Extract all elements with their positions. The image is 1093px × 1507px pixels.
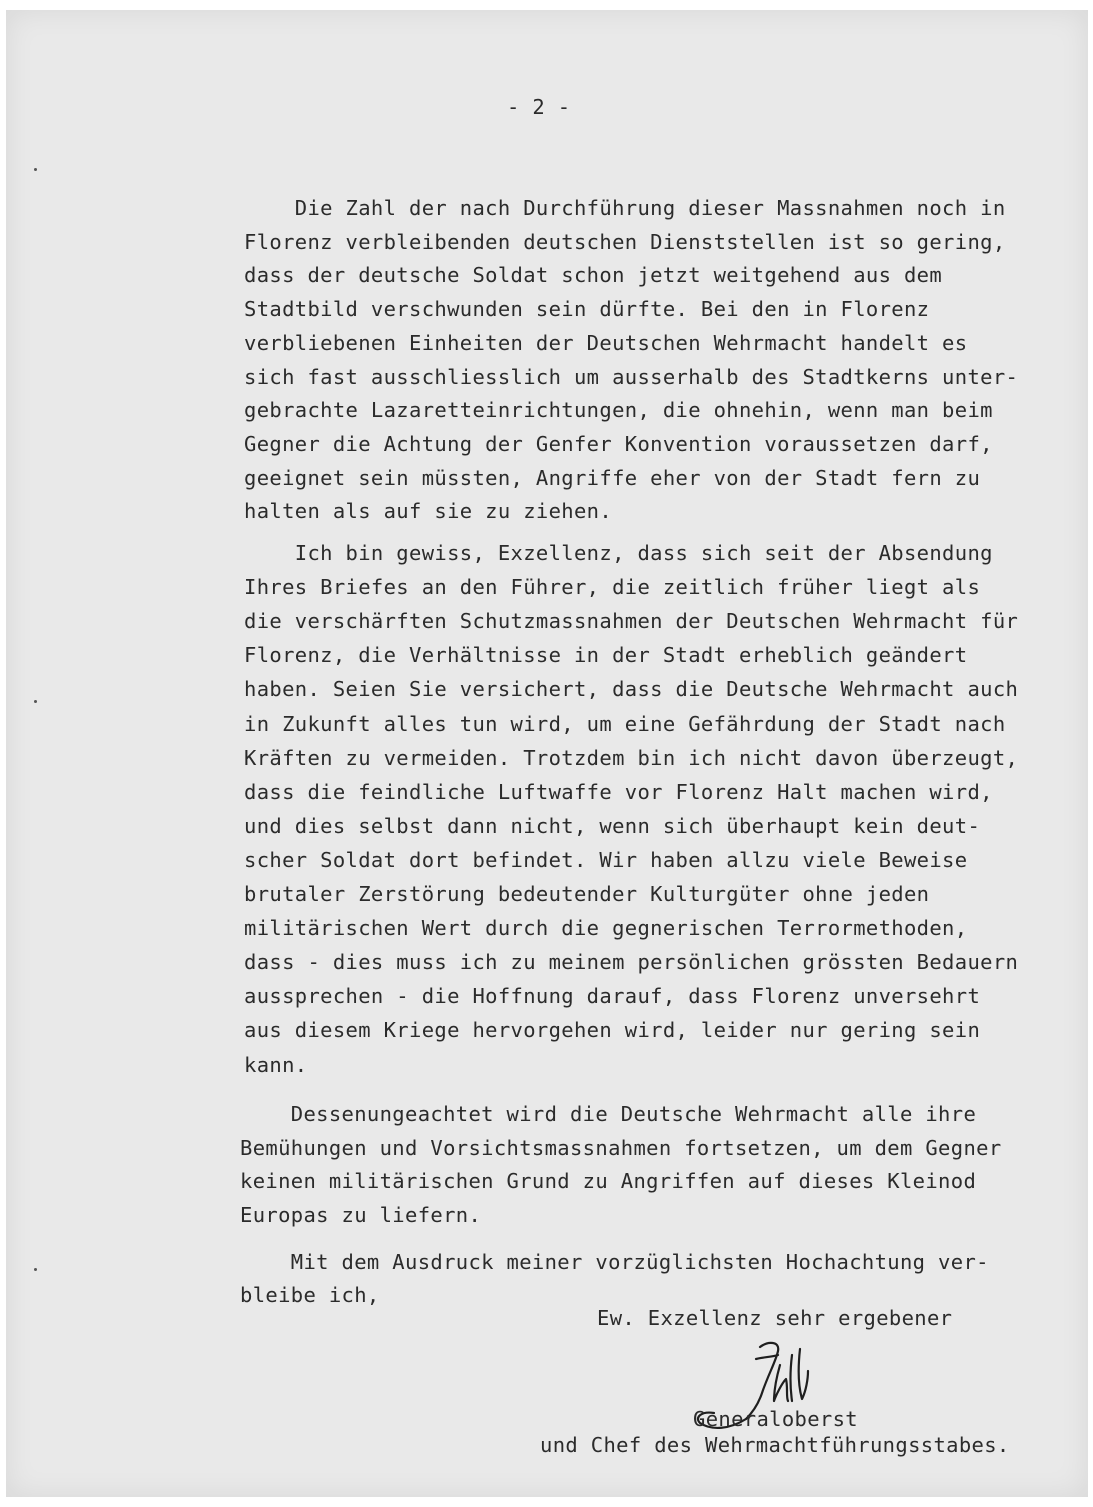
paragraph-2 <box>244 541 1044 1077</box>
text-line: Bemühungen und Vorsichtsmassnahmen fortsetzen, um dem Gegner <box>240 1135 1002 1160</box>
text-line: Kräften zu vermeiden. Trotzdem bin ich nicht davon überzeugt, <box>244 745 1019 770</box>
text-line: Ihres Briefes an den Führer, die zeitlich früher liegt als <box>244 575 981 600</box>
paragraph-1 <box>244 196 1044 524</box>
text-line: Gegner die Achtung der Genfer Konvention voraussetzen darf, <box>244 431 993 456</box>
text-line: scher Soldat dort befindet. Wir haben allzu viele Beweise <box>244 847 968 872</box>
text-line: Mit dem Ausdruck meiner vorzüglichsten Hochachtung ver- <box>240 1250 989 1274</box>
text-line: aus diesem Kriege hervorgehen wird, leider nur gering sein <box>244 1018 981 1043</box>
text-line: Dessenungeachtet wird die Deutsche Wehrmacht alle ihre <box>240 1102 977 1126</box>
text-line: aussprechen - die Hoffnung darauf, dass Florenz unversehrt <box>244 984 981 1009</box>
margin-mark <box>34 1268 37 1271</box>
text-line: halten als auf sie zu ziehen. <box>244 499 613 524</box>
text-line: in Zukunft alles tun wird, um eine Gefährdung der Stadt nach <box>244 711 1006 736</box>
text-line: kann. <box>244 1052 308 1077</box>
text-line: Stadtbild verschwunden sein dürfte. Bei den in Florenz <box>244 297 930 322</box>
text-line: haben. Seien Sie versichert, dass die Deutsche Wehrmacht auch <box>244 677 1019 702</box>
signature-position: und Chef des Wehrmachtführungsstabes. <box>540 1433 1010 1457</box>
text-line: verbliebenen Einheiten der Deutschen Wehrmacht handelt es <box>244 330 968 355</box>
text-line: sich fast ausschliesslich um ausserhalb des Stadtkerns unter- <box>244 364 1019 389</box>
text-line: Florenz, die Verhältnisse in der Stadt erheblich geändert <box>244 643 968 668</box>
text-line: die verschärften Schutzmassnahmen der Deutschen Wehrmacht für <box>244 609 1019 634</box>
paragraph-3 <box>240 1102 1040 1227</box>
text-line: gebrachte Lazaretteinrichtungen, die ohnehin, wenn man beim <box>244 398 993 423</box>
text-line: dass die feindliche Luftwaffe vor Florenz Halt machen wird, <box>244 779 993 804</box>
text-line: und dies selbst dann nicht, wenn sich überhaupt kein deut- <box>244 813 981 838</box>
text-line: Europas zu liefern. <box>240 1202 482 1227</box>
text-line: brutaler Zerstörung bedeutender Kulturgüter ohne jeden <box>244 882 930 906</box>
text-line: geeignet sein müssten, Angriffe eher von der Stadt fern zu <box>244 465 981 490</box>
page-number: - 2 - <box>507 95 571 119</box>
text-line: Florenz verbleibenden deutschen Dienststellen ist so gering, <box>244 229 1006 254</box>
text-line: bleibe ich, <box>240 1283 380 1307</box>
text-line: Die Zahl der nach Durchführung dieser Massnahmen noch in <box>244 196 1006 220</box>
signature-title: Generaloberst <box>693 1407 858 1431</box>
text-line: dass der deutsche Soldat schon jetzt weitgehend aus dem <box>244 263 943 288</box>
text-line: keinen militärischen Grund zu Angriffen auf dieses Kleinod <box>240 1169 977 1193</box>
text-line: dass - dies muss ich zu meinem persönlichen grössten Bedauern <box>244 950 1019 975</box>
closing-line: Ew. Exzellenz sehr ergebener <box>597 1306 953 1330</box>
margin-mark <box>34 700 37 703</box>
text-line: militärischen Wert durch die gegnerischen Terrormethoden, <box>244 916 968 941</box>
margin-mark <box>34 168 37 171</box>
text-line: Ich bin gewiss, Exzellenz, dass sich seit der Absendung <box>244 541 993 565</box>
